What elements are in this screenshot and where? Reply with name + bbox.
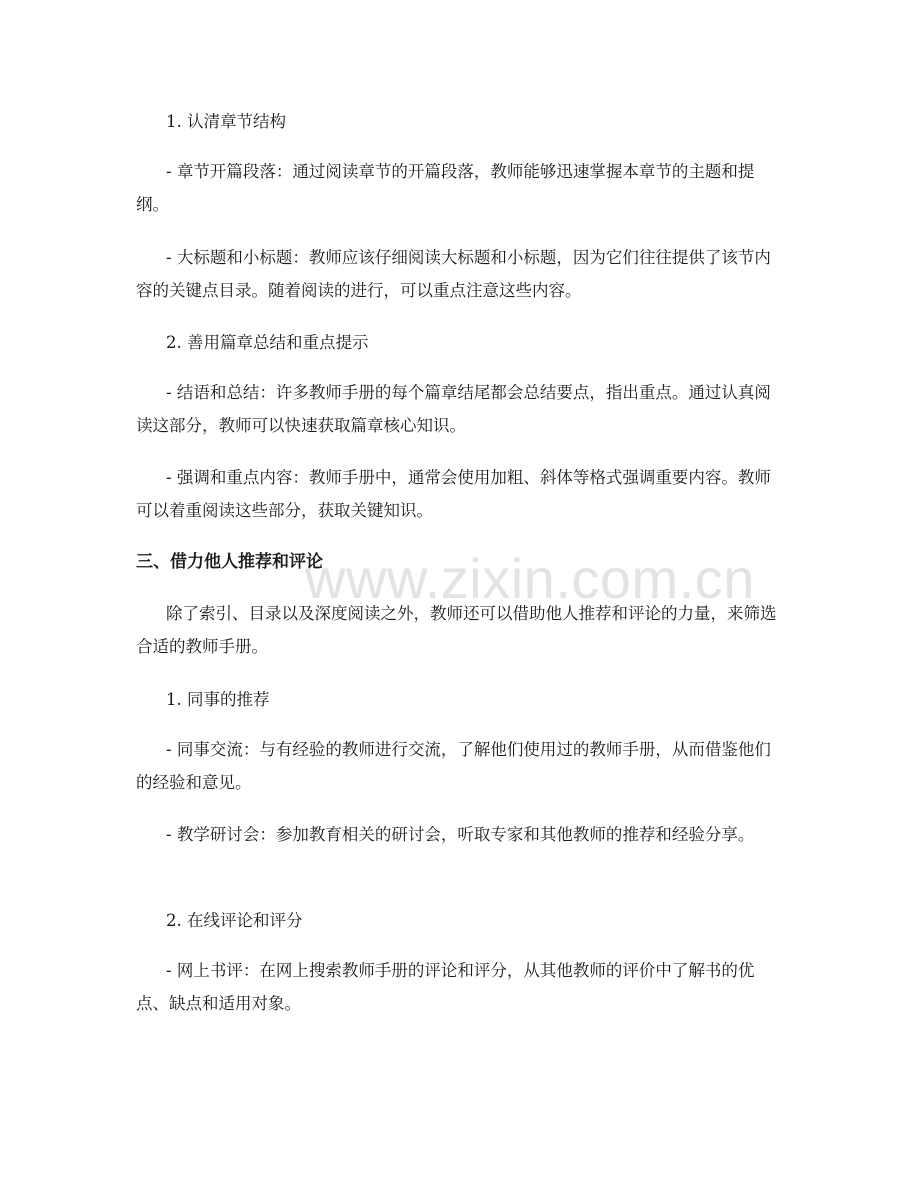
paragraph-section-intro: 除了索引、目录以及深度阅读之外，教师还可以借助他人推荐和评论的力量，来筛选合适的教师手册。 xyxy=(136,604,777,656)
paragraph-colleague-exchange: - 同事交流：与有经验的教师进行交流，了解他们使用过的教师手册，从而借鉴他们的经验和意见。 xyxy=(136,740,771,792)
paragraph-chapter-opening: - 章节开篇段落：通过阅读章节的开篇段落，教师能够迅速掌握本章节的主题和提纲。 xyxy=(136,162,755,214)
section-heading: 三、借力他人推荐和评论 xyxy=(136,552,323,572)
paragraph-headings: - 大标题和小标题：教师应该仔细阅读大标题和小标题，因为它们往往提供了该节内容的关键点目录。随着阅读的进行，可以重点注意这些内容。 xyxy=(136,248,771,300)
list-item-1-heading: 1. 认清章节结构 xyxy=(166,112,286,131)
list-item-2-heading: 2. 善用篇章总结和重点提示 xyxy=(166,333,369,352)
list-item-1-colleague-heading: 1. 同事的推荐 xyxy=(166,690,270,709)
paragraph-emphasis: - 强调和重点内容：教师手册中，通常会使用加粗、斜体等格式强调重要内容。教师可以着重阅读这些部分，获取关键知识。 xyxy=(136,468,771,520)
paragraph-seminar: - 教学研讨会：参加教育相关的研讨会，听取专家和其他教师的推荐和经验分享。 xyxy=(166,825,755,844)
list-item-2-online-heading: 2. 在线评论和评分 xyxy=(166,911,303,930)
paragraph-summary: - 结语和总结：许多教师手册的每个篇章结尾都会总结要点，指出重点。通过认真阅读这部分，教师可以快速获取篇章核心知识。 xyxy=(136,383,771,435)
watermark: www.zixin.com.cn xyxy=(305,547,755,610)
paragraph-online-review: - 网上书评：在网上搜索教师手册的评论和评分，从其他教师的评价中了解书的优点、缺点和适用对象。 xyxy=(136,961,755,1013)
